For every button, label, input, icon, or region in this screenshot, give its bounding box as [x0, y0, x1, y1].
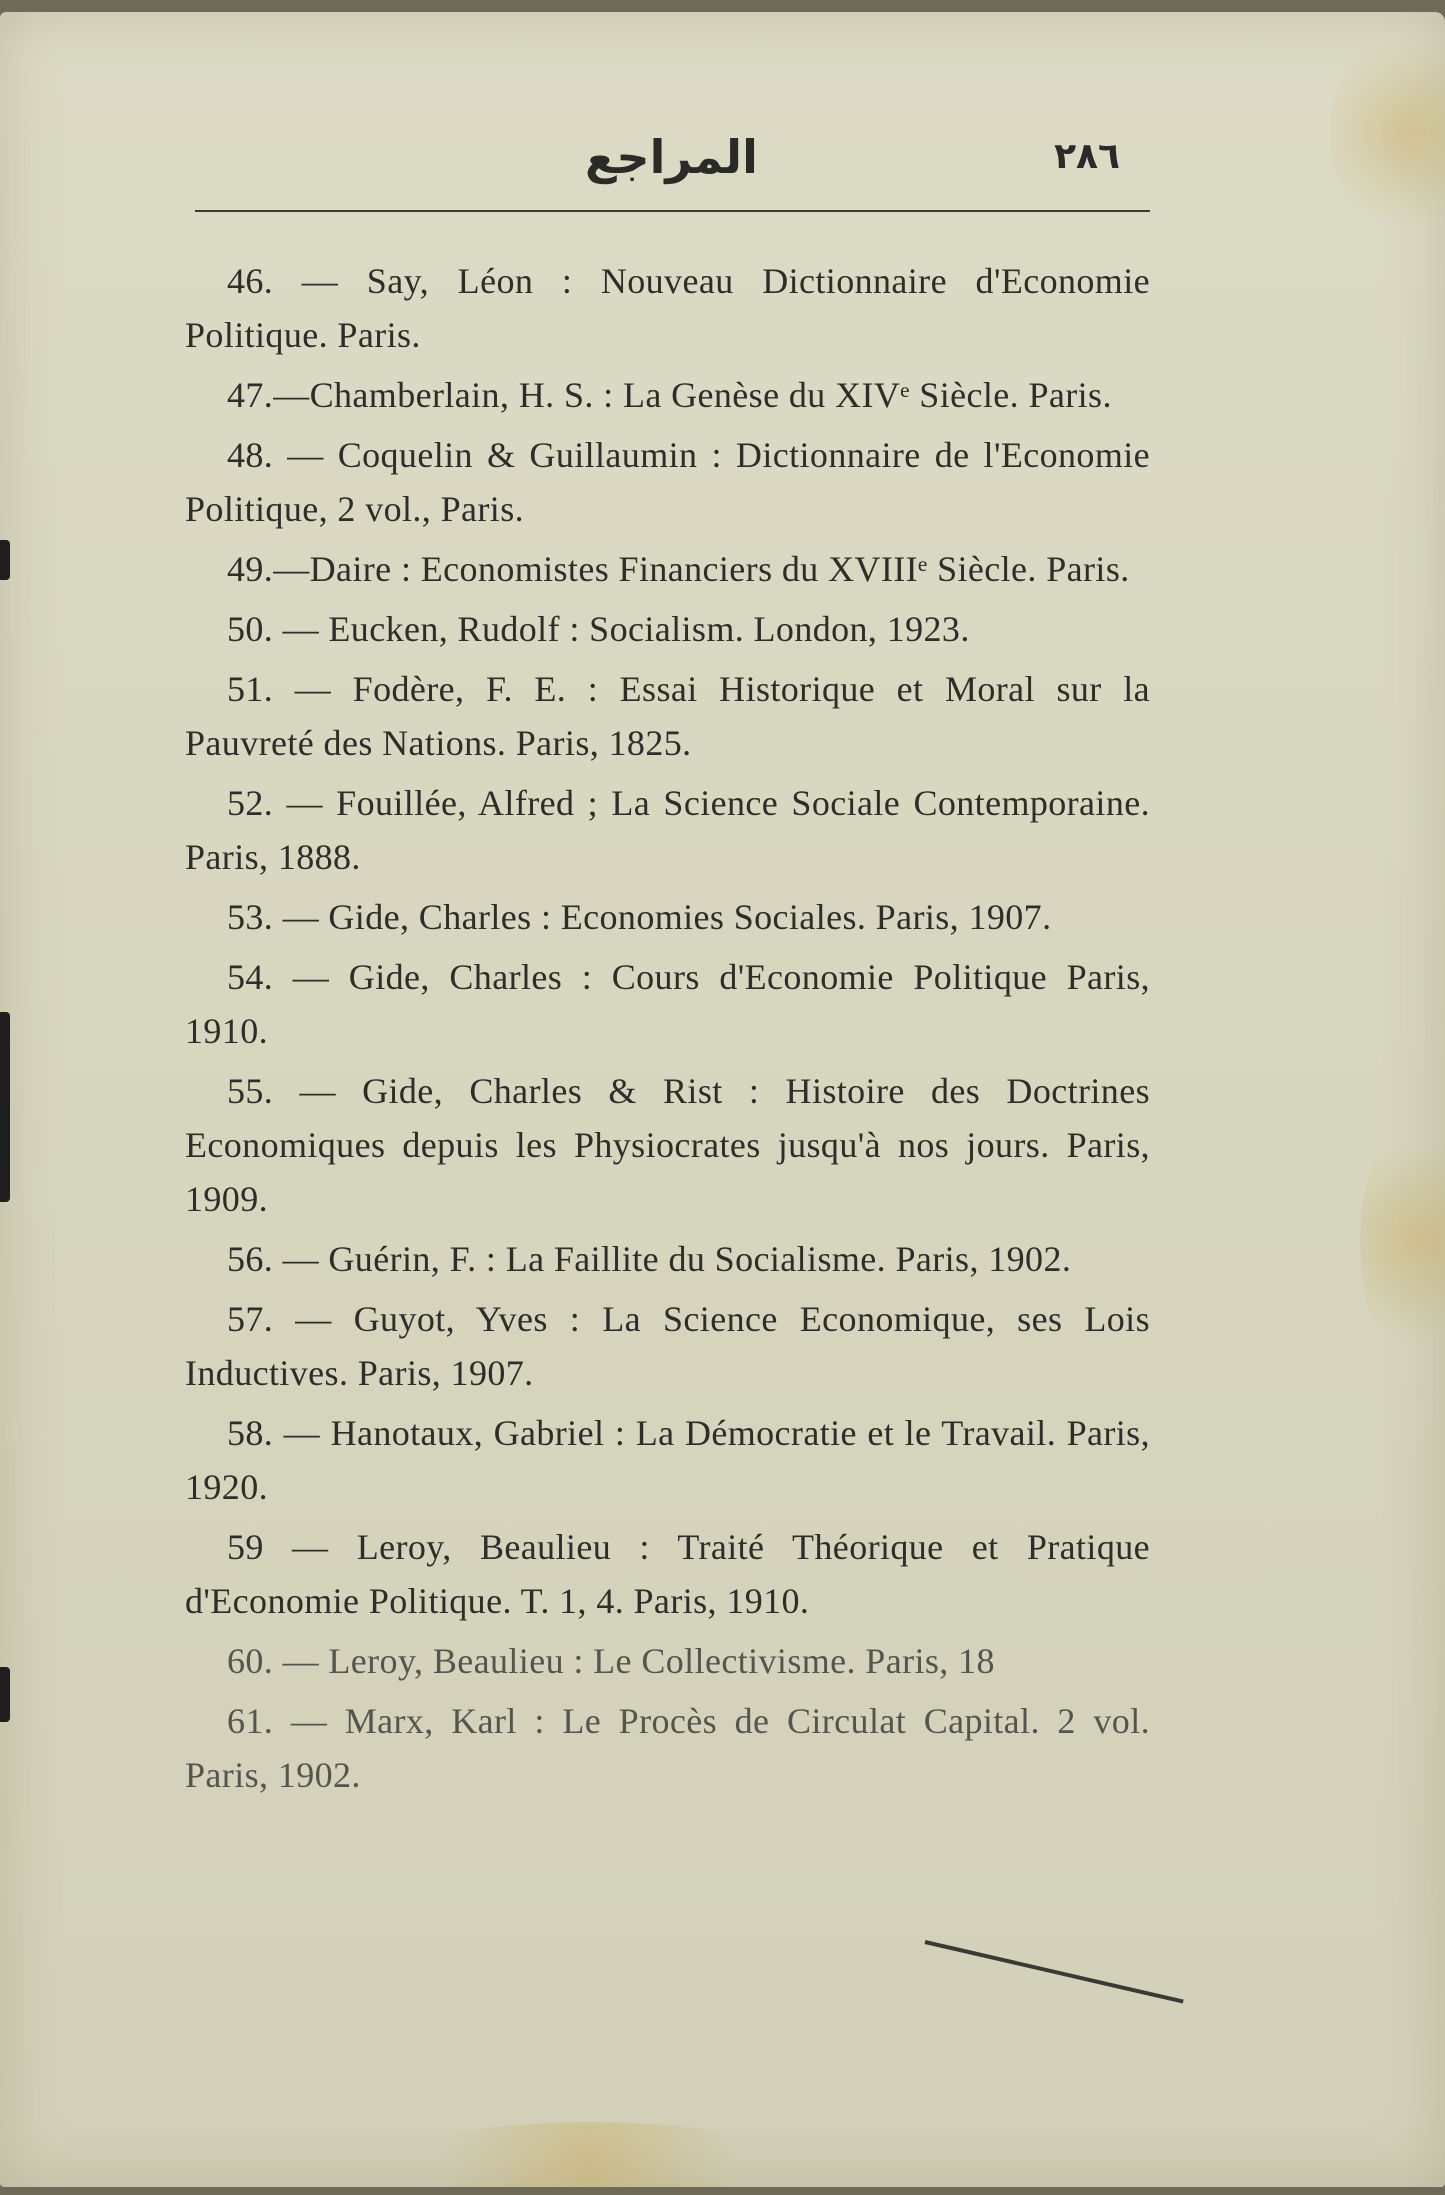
- binding-mark: [0, 1012, 10, 1202]
- paper-fold-line: [925, 1940, 1184, 2004]
- reference-entry: 57. — Guyot, Yves : La Science Economique, ses Lois Inductives. Paris, 1907.: [185, 1299, 1150, 1393]
- running-head: المراجع: [585, 130, 758, 184]
- binding-mark: [0, 1667, 10, 1722]
- reference-entry: 46. — Say, Léon : Nouveau Dictionnaire d'Economie Politique. Paris.: [185, 261, 1150, 355]
- page-header: [195, 130, 1150, 212]
- reference-entry: 55. — Gide, Charles & Rist : Histoire des Doctrines Economiques depuis les Physiocrates jusqu'à nos jours. Paris, 1909.: [185, 1071, 1150, 1219]
- reference-entry: 49.—Daire : Economistes Financiers du XVIIIᵉ Siècle. Paris.: [227, 549, 1130, 589]
- reference-list: [185, 254, 1150, 1808]
- reference-entry: 61. — Marx, Karl : Le Procès de Circulat Capital. 2 vol. Paris, 1902.: [185, 1701, 1150, 1795]
- reference-entry: 50. — Eucken, Rudolf : Socialism. London, 1923.: [227, 609, 970, 649]
- reference-entry: 60. — Leroy, Beaulieu : Le Collectivisme. Paris, 18: [227, 1641, 995, 1681]
- reference-entry: 52. — Fouillée, Alfred ; La Science Sociale Contemporaine. Paris, 1888.: [185, 783, 1150, 877]
- reference-entry: 54. — Gide, Charles : Cours d'Economie Politique Paris, 1910.: [185, 957, 1150, 1051]
- reference-entry: 47.—Chamberlain, H. S. : La Genèse du XIVᵉ Siècle. Paris.: [227, 375, 1112, 415]
- reference-entry: 58. — Hanotaux, Gabriel : La Démocratie et le Travail. Paris, 1920.: [185, 1413, 1150, 1507]
- paper-stain: [380, 2122, 800, 2187]
- page-number: ٢٨٦: [1054, 136, 1120, 177]
- paper-stain: [1330, 22, 1445, 242]
- binding-mark: [0, 540, 10, 580]
- reference-entry: 51. — Fodère, F. E. : Essai Historique et Moral sur la Pauvreté des Nations. Paris, 1825.: [185, 669, 1150, 763]
- reference-entry: 56. — Guérin, F. : La Faillite du Socialisme. Paris, 1902.: [227, 1239, 1072, 1279]
- book-page: [0, 12, 1445, 2187]
- reference-entry: 59 — Leroy, Beaulieu : Traité Théorique et Pratique d'Economie Politique. T. 1, 4. Paris, 1910.: [185, 1527, 1150, 1621]
- paper-stain: [1360, 1112, 1445, 1372]
- reference-entry: 48. — Coquelin & Guillaumin : Dictionnaire de l'Economie Politique, 2 vol., Paris.: [185, 435, 1150, 529]
- reference-entry: 53. — Gide, Charles : Economies Sociales. Paris, 1907.: [227, 897, 1052, 937]
